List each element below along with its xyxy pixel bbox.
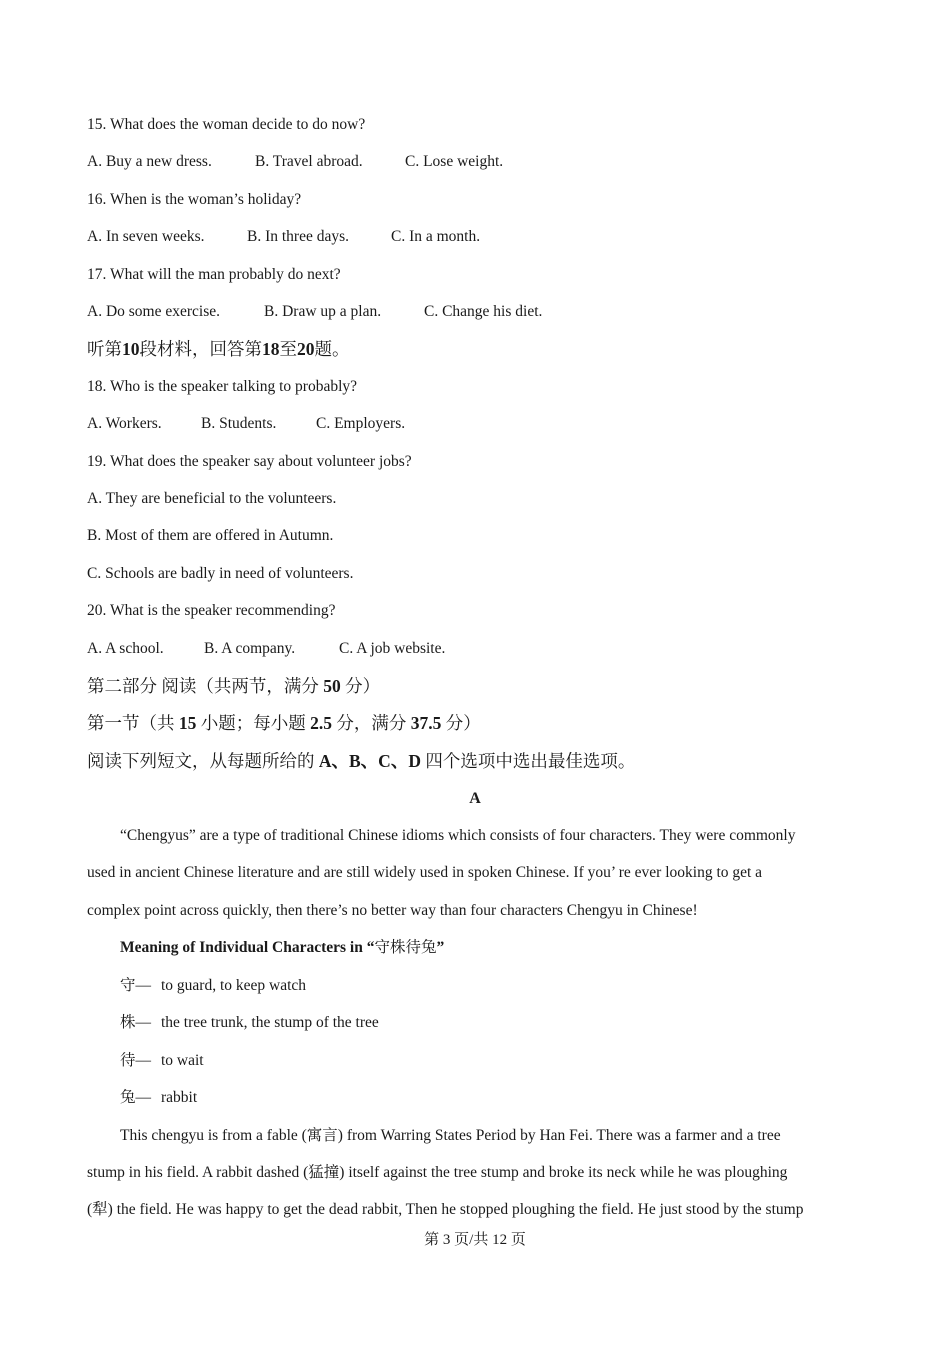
option-b: B. A company. xyxy=(204,640,296,657)
option-a: A. Buy a new dress. xyxy=(87,153,212,170)
part-two-heading: 第二部分 阅读（共两节，满分 50 分） xyxy=(87,676,381,696)
option-a: A. Workers. xyxy=(87,415,162,432)
option-b: B. In three days. xyxy=(247,228,350,245)
option-b: B. Most of them are offered in Autumn. xyxy=(87,527,334,544)
option-a: A. Do some exercise. xyxy=(87,303,220,320)
options-16 xyxy=(87,227,480,247)
gloss-item: 待— to wait xyxy=(120,1052,204,1069)
section-one-heading: 第一节（共 15 小题；每小题 2.5 分，满分 37.5 分） xyxy=(87,713,481,733)
intro-line-1: “Chengyus” are a type of traditional Chinese idioms which consists of four characters. They were commonly xyxy=(120,827,796,844)
option-c: C. Schools are badly in need of volunteers. xyxy=(87,565,354,582)
option-c: C. In a month. xyxy=(391,228,481,245)
intro-line-2: used in ancient Chinese literature and are still widely used in spoken Chinese. If you’ re ever looking to get a xyxy=(87,864,763,881)
options-17 xyxy=(87,302,542,322)
question-16: 16. When is the woman’s holiday? xyxy=(87,191,302,208)
question-15: 15. What does the woman decide to do now? xyxy=(87,116,366,133)
option-a: A. They are beneficial to the volunteers. xyxy=(87,490,337,507)
question-19: 19. What does the speaker say about volunteer jobs? xyxy=(87,453,412,470)
option-a: A. In seven weeks. xyxy=(87,228,205,245)
meaning-heading: Meaning of Individual Characters in “守株待兔” xyxy=(120,939,445,956)
reading-instruction: 阅读下列短文，从每题所给的 A、B、C、D 四个选项中选出最佳选项。 xyxy=(87,751,636,771)
intro-line-3: complex point across quickly, then there’s no better way than four characters Chengyu in Chinese! xyxy=(87,902,698,919)
gloss-item: 守— to guard, to keep watch xyxy=(120,977,307,994)
passage-label: A xyxy=(469,790,481,807)
story-line-1: This chengyu is from a fable (寓言) from Warring States Period by Han Fei. There was a farmer and a tree xyxy=(120,1127,781,1144)
option-a: A. A school. xyxy=(87,640,164,657)
option-b: B. Draw up a plan. xyxy=(264,303,382,320)
option-b: B. Students. xyxy=(201,415,277,432)
story-line-3: (犁) the field. He was happy to get the dead rabbit, Then he stopped ploughing the field. He just stood by the stump xyxy=(87,1201,804,1218)
options-20 xyxy=(87,639,445,659)
page-footer: 第 3 页/共 12 页 xyxy=(424,1232,526,1248)
question-18: 18. Who is the speaker talking to probably? xyxy=(87,378,358,395)
question-20: 20. What is the speaker recommending? xyxy=(87,602,336,619)
option-c: C. Lose weight. xyxy=(405,153,504,170)
story-line-2: stump in his field. A rabbit dashed (猛撞) itself against the tree stump and broke its neck while he was ploughing xyxy=(87,1164,788,1181)
gloss-item: 兔— rabbit xyxy=(120,1089,198,1106)
gloss-item: 株— the tree trunk, the stump of the tree xyxy=(120,1014,379,1031)
option-c: C. A job website. xyxy=(339,640,446,657)
question-17: 17. What will the man probably do next? xyxy=(87,266,341,283)
options-18 xyxy=(87,414,405,434)
option-c: C. Change his diet. xyxy=(424,303,543,320)
section-10-heading: 听第10段材料，回答第18至20题。 xyxy=(87,339,350,359)
option-c: C. Employers. xyxy=(316,415,406,432)
options-15 xyxy=(87,152,503,172)
option-b: B. Travel abroad. xyxy=(255,153,363,170)
